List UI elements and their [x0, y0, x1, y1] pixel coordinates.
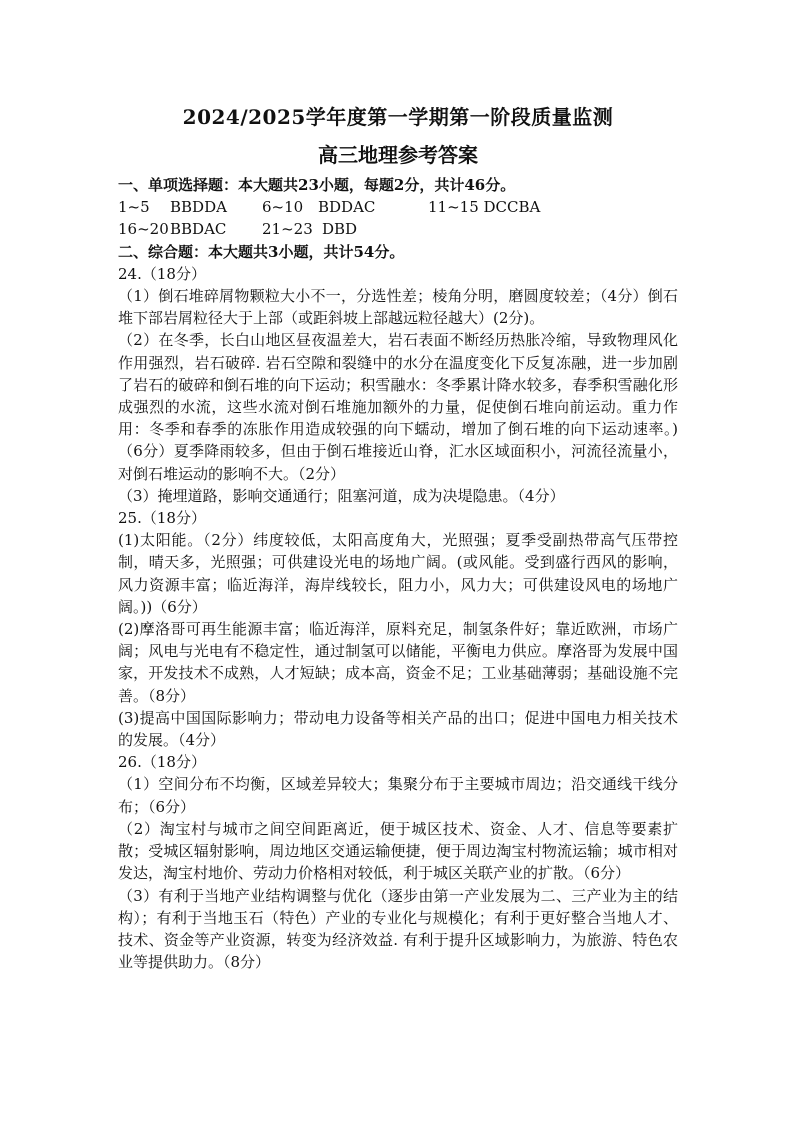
- question-26-header: 26.（18分）: [118, 753, 206, 772]
- answer-range-combined: 11~15 DCCBA: [428, 198, 541, 217]
- question-25-answer-1: (1)太阳能。（2分）纬度较低，太阳高度角大，光照强；夏季受副热带高气压带控制，晴天多，光照强；可供建设光电的场地广阔。(或风能。受到盛行西风的影响，风力资源丰富；临近海洋，海岸线较长，阻力小，风力大；可供建设风电的场地广阔。))（6分）: [118, 531, 678, 616]
- answer-range-value: BDDAC: [318, 198, 376, 217]
- question-26-answer-1: （1）空间分布不均衡，区域差异较大；集聚分布于主要城市周边；沿交通线干线分布；（6分）: [118, 775, 678, 816]
- document-subtitle: 高三地理参考答案: [318, 143, 478, 167]
- question-26-answer-2: （2）淘宝村与城市之间空间距离近，便于城区技术、资金、人才、信息等要素扩散；受城区辐射影响，周边地区交通运输便捷，便于周边淘宝村物流运输；城市相对发达，淘宝村地价、劳动力价格相对较低，利于城区关联产业的扩散。（6分）: [118, 819, 678, 883]
- answer-range-label: 21~23: [262, 220, 313, 239]
- document-title: 2024/2025学年度第一学期第一阶段质量监测: [182, 105, 614, 129]
- question-24-header: 24.（18分）: [118, 264, 206, 283]
- question-26-answer-3: （3）有利于当地产业结构调整与优化（逐步由第一产业发展为二、三产业为主的结构）；有利于当地玉石（特色）产业的专业化与规模化；有利于更好整合当地人才、技术、资金等产业资源，转变为经济效益. 有利于提升区域影响力，为旅游、特色农业等提供助力。（8分）: [118, 886, 678, 972]
- question-24-answer-1: （1）倒石堆碎屑物颗粒大小不一，分选性差；棱角分明，磨圆度较差；（4分）倒石堆下部岩屑粒径大于上部（或距斜坡上部越远粒径越大）(2分)。: [118, 287, 678, 328]
- answer-sheet-content: [118, 100, 678, 973]
- answer-key-row-2: [118, 218, 678, 240]
- question-24-answer-2: （2）在冬季，长白山地区昼夜温差大，岩石表面不断经历热胀冷缩，导致物理风化作用强烈，岩石破碎. 岩石空隙和裂缝中的水分在温度变化下反复冻融，进一步加剧了岩石的破碎和倒石堆的向下运动；积雪融水：冬季累计降水较多，春季积雪融化形成强烈的水流，这些水流对倒石堆施加额外的力量，促使倒石堆向前运动。重力作用：冬季和春季的冻胀作用造成较强的向下蠕动，增加了倒石堆的向下运动速率。)（6分）夏季降雨较多，但由于倒石堆接近山脊，汇水区域面积小，河流径流量小，对倒石堆运动的影响不大。（2分）: [118, 331, 678, 483]
- section1-heading: [118, 174, 678, 196]
- section1-heading-detail: 本大题共23小题，每题2分，共计46分。: [238, 176, 516, 194]
- question-25-header: 25.（18分）: [118, 509, 206, 528]
- section2-heading: [118, 241, 678, 263]
- question-25-answer-2: (2)摩洛哥可再生能源丰富；临近海洋，原料充足，制氢条件好；靠近欧洲，市场广阔；风电与光电有不稳定性，通过制氢可以储能，平衡电力供应。摩洛哥为发展中国家，开发技术不成熟，人才短缺；成本高，资金不足；工业基础薄弱；基础设施不完善。（8分）: [118, 620, 678, 705]
- section2-heading-detail: 本大题共3小题，共计54分。: [208, 242, 405, 261]
- answer-range-label: 1~5: [118, 198, 150, 217]
- question-25-answer-3: (3)提高中国国际影响力；带动电力设备等相关产品的出口；促进中国电力相关技术的发展。（4分）: [118, 708, 678, 750]
- answer-range-label: 6~10: [262, 198, 304, 217]
- section1-heading-prefix: 一、单项选择题：: [118, 176, 239, 194]
- answer-range-value: DBD: [322, 220, 358, 239]
- answer-range-value: BBDAC: [170, 220, 227, 239]
- section2-heading-prefix: 二、综合题：: [118, 242, 209, 261]
- question-24-answer-3: （3）掩埋道路，影响交通通行；阻塞河道，成为决堤隐患。（4分）: [118, 486, 565, 505]
- answer-range-value: BBDDA: [170, 198, 227, 217]
- answer-range-label: 16~20: [118, 220, 169, 239]
- answer-key-row-1: [118, 196, 678, 218]
